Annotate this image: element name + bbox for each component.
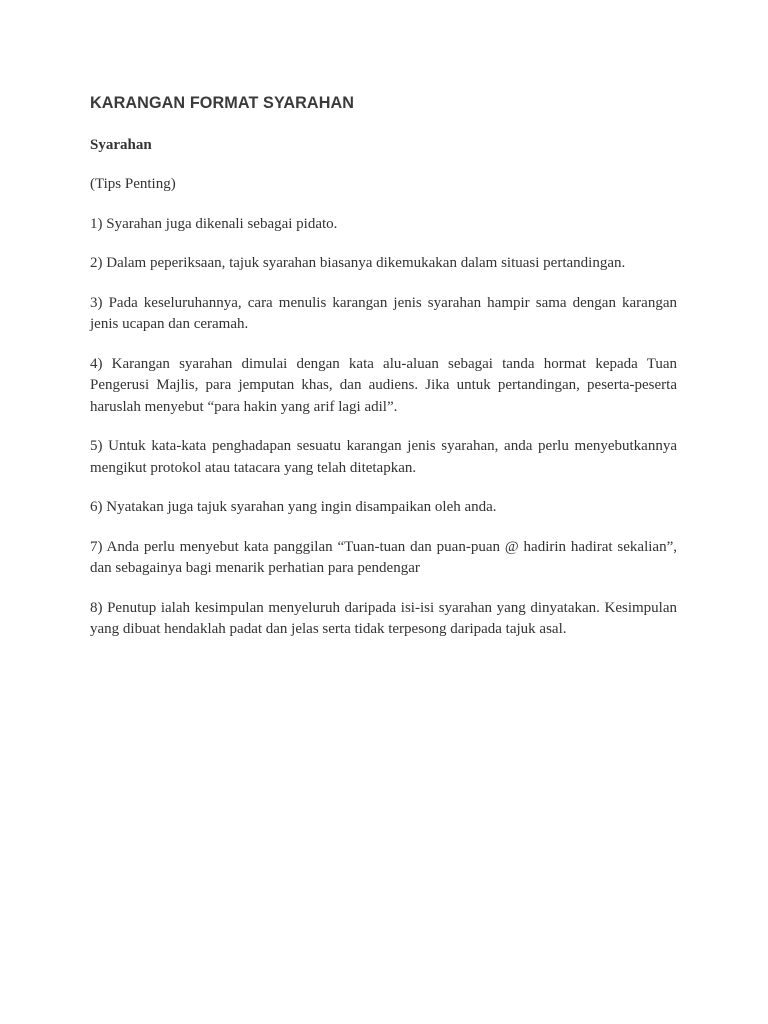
tip-point-8: 8) Penutup ialah kesimpulan menyeluruh daripada isi-isi syarahan yang dinyatakan. Kesimpulan yang dibuat hendaklah padat dan jelas serta tidak terpesong daripada tajuk asal.	[90, 599, 677, 637]
tip-point-1: 1) Syarahan juga dikenali sebagai pidato.	[90, 215, 338, 232]
tips-subheading: (Tips Penting)	[90, 176, 176, 192]
tip-point-4: 4) Karangan syarahan dimulai dengan kata alu-aluan sebagai tanda hormat kepada Tuan Pengerusi Majlis, para jemputan khas, dan audiens. Jika untuk pertandingan, peserta-peserta haruslah menyebut “para hakin yang arif lagi adil”.	[90, 355, 677, 415]
tip-point-7: 7) Anda perlu menyebut kata panggilan “Tuan-tuan dan puan-puan @ hadirin hadirat sekalian”, dan sebagainya bagi menarik perhatian para pendengar	[90, 538, 677, 576]
section-heading: Syarahan	[90, 137, 152, 153]
tip-point-2: 2) Dalam peperiksaan, tajuk syarahan biasanya dikemukakan dalam situasi pertandingan.	[90, 255, 626, 271]
tip-point-6: 6) Nyatakan juga tajuk syarahan yang ingin disampaikan oleh anda.	[90, 499, 497, 515]
document-title: KARANGAN FORMAT SYARAHAN	[90, 94, 355, 112]
document-body	[90, 92, 677, 659]
tip-point-3: 3) Pada keseluruhannya, cara menulis karangan jenis syarahan hampir sama dengan karangan jenis ucapan dan ceramah.	[90, 294, 677, 332]
tip-point-5: 5) Untuk kata-kata penghadapan sesuatu karangan jenis syarahan, anda perlu menyebutkannya mengikut protokol atau tatacara yang telah ditetapkan.	[90, 438, 677, 476]
